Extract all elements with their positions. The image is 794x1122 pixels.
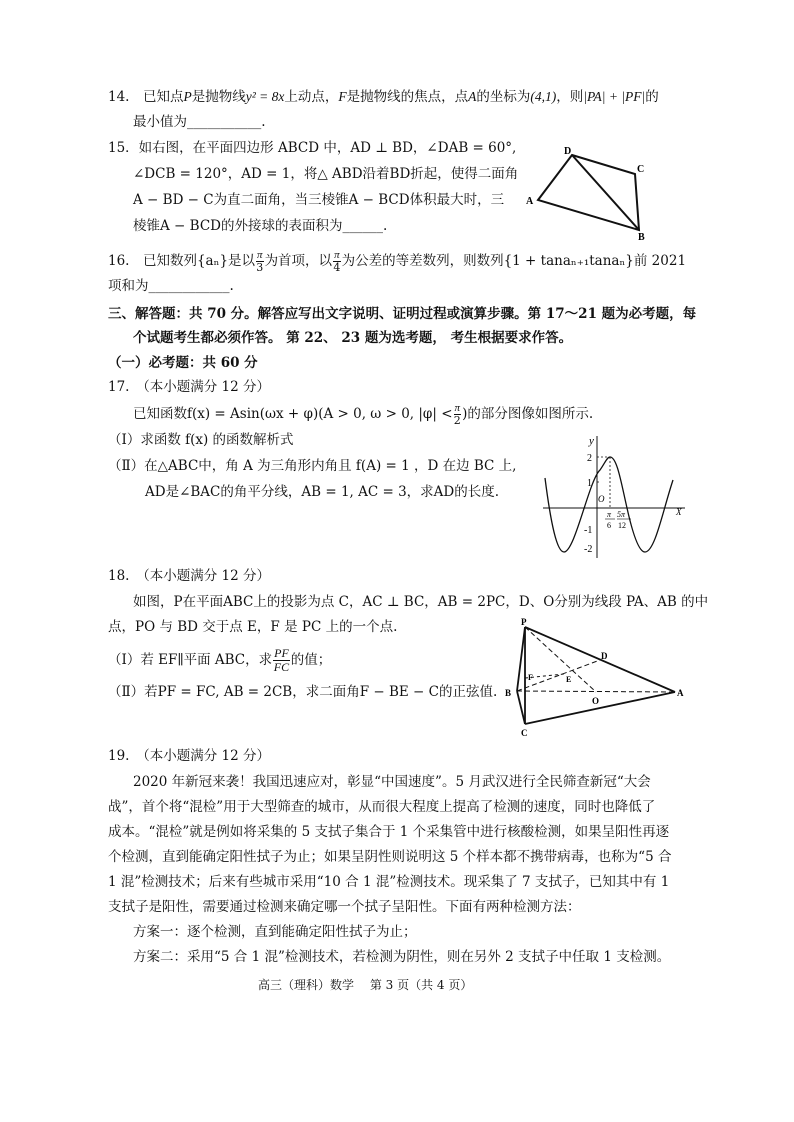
q17-frac-num: π [454, 402, 461, 414]
q15-label-c: C [637, 164, 645, 175]
q18-label-c: C [521, 728, 528, 738]
q18-text: 的值； [290, 652, 332, 668]
q14-text: ，则 [556, 89, 584, 105]
q14-text: 是抛物线 [191, 89, 246, 105]
q15-label-b: B [638, 232, 645, 242]
q15-label-d: D [564, 146, 572, 157]
q18-label-a: A [677, 688, 684, 698]
q19-scheme2: 方案二：采用“5 合 1 混”检测技术，若检测为阴性，则在另外 2 支拭子中任取 1 支检测。 [133, 949, 671, 965]
q19-heading: 19. （本小题满分 12 分） [108, 748, 270, 764]
q16-frac-num: π [257, 249, 263, 261]
q18-label-b: B [505, 688, 512, 698]
q14-point-a: A [468, 89, 477, 104]
q17-tick-5pi12-num: 5π [617, 510, 626, 519]
q19-para-line3: 成本。“混检”就是例如将采集的 5 支拭子集合于 1 个采集管中进行核酸检测，如果呈阳性再逐 [108, 824, 670, 840]
q17-tick-pi6-den: 6 [607, 521, 611, 530]
q17-frac-den: 2 [453, 414, 461, 427]
q15-line1: 15．如右图，在平面四边形 ABCD 中，AD ⊥ BD，∠DAB = 60°, [108, 140, 517, 156]
q16-frac-den: 4 [333, 261, 341, 274]
q16-frac-pi-3 [256, 250, 264, 273]
q16-text: 为公差的等差数列，则数列{1 + tanaₙ₊₁tanaₙ}前 2021 [341, 253, 687, 269]
section3-intro-line2: 个试题考生都必须作答。 第 22、 23 题为选考题， 考生根据要求作答。 [133, 330, 573, 346]
q14-text: 的坐标为 [476, 89, 531, 105]
q14-text: 的 [645, 89, 659, 105]
q18-frac-pf-fc [273, 647, 290, 674]
q17-tick-2: 2 [587, 453, 592, 464]
q17-tick-neg2: -2 [584, 544, 593, 555]
q14-text: 是抛物线的焦点，点 [346, 89, 469, 105]
q18-line2: 点，PO 与 BD 交于点 E，F 是 PC 上的一个点. [108, 619, 398, 635]
q18-edge-bc [517, 691, 525, 724]
q17-text: )的部分图像如图所示. [462, 406, 594, 422]
q18-text: （Ⅰ）若 EF∥平面 ABC，求 [108, 652, 273, 668]
q17-heading: 17. （本小题满分 12 分） [108, 379, 270, 395]
q17-tick-neg1: -1 [584, 525, 593, 536]
q17-curve [545, 457, 673, 552]
q16-text: 16. 已知数列{aₙ}是以 [108, 253, 256, 269]
page-footer: 高三（理科）数学 第 3 页（共 4 页） [258, 978, 473, 992]
q15-label-a: A [526, 196, 534, 207]
q19-para-line2: 战”，首个将“混检”用于大型筛查的城市，从而很大程度上提高了检测的速度，同时也降低了 [108, 799, 656, 815]
q18-label-o: O [592, 696, 600, 706]
q17-tick-1: 1 [587, 478, 592, 489]
q18-label-p: P [521, 617, 527, 627]
q17-tick-5pi12-den: 12 [618, 521, 626, 530]
q15-diagonal-bd [572, 155, 639, 230]
q18-pyramid-figure [500, 616, 690, 740]
q14-parabola-eq: y² = 8x [245, 89, 285, 104]
q18-frac-num: PF [274, 646, 289, 660]
q14-coord: (4,1) [530, 89, 557, 104]
q17-tick-pi6-num: π [607, 510, 612, 519]
q15-line3: A − BD − C为直二面角，当三棱锥A − BCD体积最大时，三 [133, 192, 505, 208]
q18-heading: 18. （本小题满分 12 分） [108, 568, 270, 584]
q14-text: 上动点， [284, 89, 339, 105]
q18-edge-pb [517, 627, 525, 691]
q18-label-f: F [528, 673, 533, 682]
q14-line1 [108, 87, 659, 107]
q14-line2: 最小值为___________. [133, 114, 266, 130]
q15-line4: 棱锥A − BCD的外接球的表面积为______. [133, 218, 388, 234]
q18-frac-den: FC [273, 660, 290, 674]
q17-sine-graph [535, 430, 690, 560]
q17-text: 已知函数f(x) = Asin(ωx + φ)(A > 0, ω > 0, |φ| < [133, 406, 453, 422]
q19-para-line6: 支拭子是阳性，需要通过检测来确定哪一个拭子呈阳性。下面有两种检测方法： [108, 899, 581, 915]
q17-part1: （Ⅰ）求函数 f(x) 的函数解析式 [108, 432, 294, 448]
q17-label-o: O [598, 494, 605, 504]
q18-part1 [108, 645, 331, 675]
q18-edge-ca [525, 692, 675, 724]
q17-part2-line1: （Ⅱ）在△ABC中，角 A 为三角形内角且 f(A) = 1 ，D 在边 BC 上, [108, 458, 517, 474]
q14-text: 14. 已知点 [108, 89, 184, 105]
q17-label-y: y [589, 435, 594, 447]
q15-quadrilateral-figure [520, 142, 660, 242]
q17-line1 [133, 402, 593, 426]
q19-para-line1: 2020 年新冠来袭！我国迅速应对，彰显“中国速度”。5 月武汉进行全民筛查新冠“大会 [133, 774, 651, 790]
q17-label-x: X [676, 507, 682, 517]
q19-scheme1: 方案一：逐个检测，直到能确定阳性拭子为止； [133, 924, 417, 940]
section3-intro-line1: 三、解答题：共 70 分。解答应写出文字说明、证明过程或演算步骤。第 17～21 题为必考题，每 [108, 306, 697, 322]
section3-subheading: （一）必考题：共 60 分 [108, 355, 258, 371]
q19-para-line5: 1 混”检测技术；后来有些城市采用“10 合 1 混”检测技术。现采集了 7 支拭子，已知其中有 1 [108, 874, 670, 890]
q19-para-line4: 个检测，直到能确定阳性拭子为止；如果呈阴性则说明这 5 个样本都不携带病毒，也称为“5 合 [108, 849, 672, 865]
q14-point-p: P [183, 89, 192, 104]
q18-line1: 如图，P在平面ABC上的投影为点 C，AC ⊥ BC，AB = 2PC，D、O分别为线段 PA、AB 的中 [133, 594, 709, 610]
q18-label-d: D [601, 651, 608, 661]
q15-line2: ∠DCB = 120°，AD = 1，将△ ABD沿着BD折起，使得二面角 [133, 166, 519, 182]
q16-text: 为首项，以 [264, 253, 333, 269]
q16-line1 [108, 248, 686, 274]
q18-label-e: E [566, 675, 572, 684]
q16-frac-num: π [334, 249, 340, 261]
q16-frac-den: 3 [256, 261, 264, 274]
q17-frac-pi-2 [454, 403, 462, 426]
q17-part2-line2: AD是∠BAC的角平分线，AB = 1, AC = 3，求AD的长度. [145, 484, 500, 500]
q18-part2: （Ⅱ）若PF = FC, AB = 2CB，求二面角F − BE − C的正弦值. [108, 684, 498, 700]
q14-expression: |PA| + |PF| [583, 89, 646, 104]
q14-focus-f: F [338, 89, 347, 104]
q18-edge-pa [525, 627, 675, 692]
q15-outline [538, 155, 639, 230]
q18-dashed-po [525, 627, 596, 692]
q16-line2: 项和为____________. [108, 278, 234, 294]
q16-frac-pi-4 [333, 250, 341, 273]
